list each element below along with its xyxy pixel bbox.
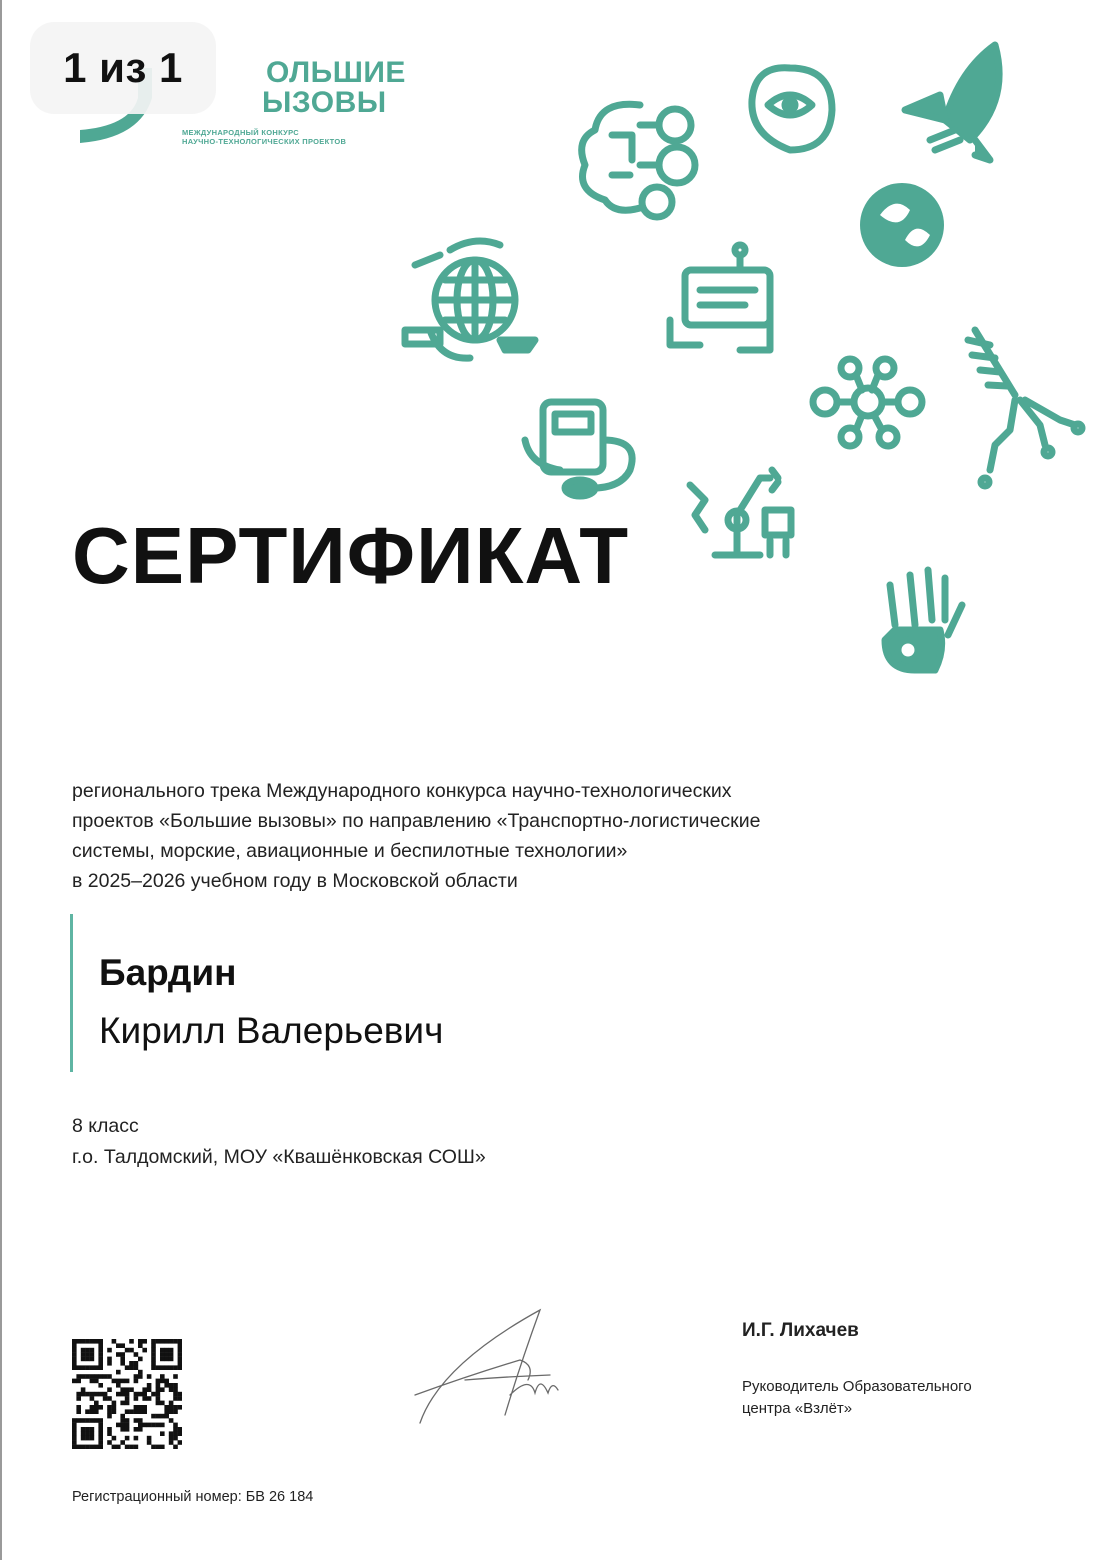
rocket-icon (905, 45, 999, 160)
logo-line1: ОЛЬШИЕ (266, 56, 406, 89)
signature-image (410, 1305, 570, 1435)
registration-number: Регистрационный номер: БВ 26 184 (72, 1489, 314, 1505)
molecule-network-icon (813, 359, 922, 446)
wheat-circuit-icon (968, 330, 1082, 486)
brain-circuit-icon (582, 104, 695, 217)
certificate-description (72, 776, 892, 896)
recipient-grade: 8 класс (72, 1115, 139, 1137)
description-line: в 2025–2026 учебном году в Московской области (72, 870, 518, 892)
chip-board-icon (670, 245, 770, 350)
signer-name: И.Г. Лихачев (742, 1320, 859, 1341)
signer-role-line: Руководитель Образовательного (742, 1378, 972, 1395)
qr-code[interactable] (72, 1339, 182, 1449)
globe-logistics-icon (405, 241, 535, 358)
signer-role-line: центра «Взлёт» (742, 1400, 853, 1417)
recipient-school: г.о. Талдомский, МОУ «Квашёнковская СОШ» (72, 1146, 486, 1168)
logo-subtitle-2: НАУЧНО-ТЕХНОЛОГИЧЕСКИХ ПРОЕКТОВ (182, 137, 347, 146)
logo-subtitle-1: МЕЖДУНАРОДНЫЙ КОНКУРС (182, 128, 299, 137)
logo-line2: ЫЗОВЫ (262, 86, 387, 119)
description-line: проектов «Большие вызовы» по направлению «Транспортно-логистические (72, 810, 761, 832)
robot-hand-icon (885, 570, 962, 670)
description-line: регионального трека Международного конкурса научно-технологических (72, 780, 732, 802)
description-line: системы, морские, авиационные и беспилотные технологии» (72, 840, 628, 862)
name-accent-bar (70, 914, 73, 1072)
page-counter: 1 из 1 (30, 22, 216, 114)
plants-hands-icon (860, 183, 944, 267)
recipient-first-names: Кирилл Валерьевич (99, 1010, 444, 1051)
recipient-last-name: Бардин (99, 952, 237, 993)
signer-role (742, 1376, 1042, 1420)
medical-device-icon (525, 402, 632, 496)
certificate-title: СЕРТИФИКАТ (72, 511, 630, 600)
eye-brain-icon (752, 68, 832, 150)
robot-arm-icon (690, 470, 791, 555)
